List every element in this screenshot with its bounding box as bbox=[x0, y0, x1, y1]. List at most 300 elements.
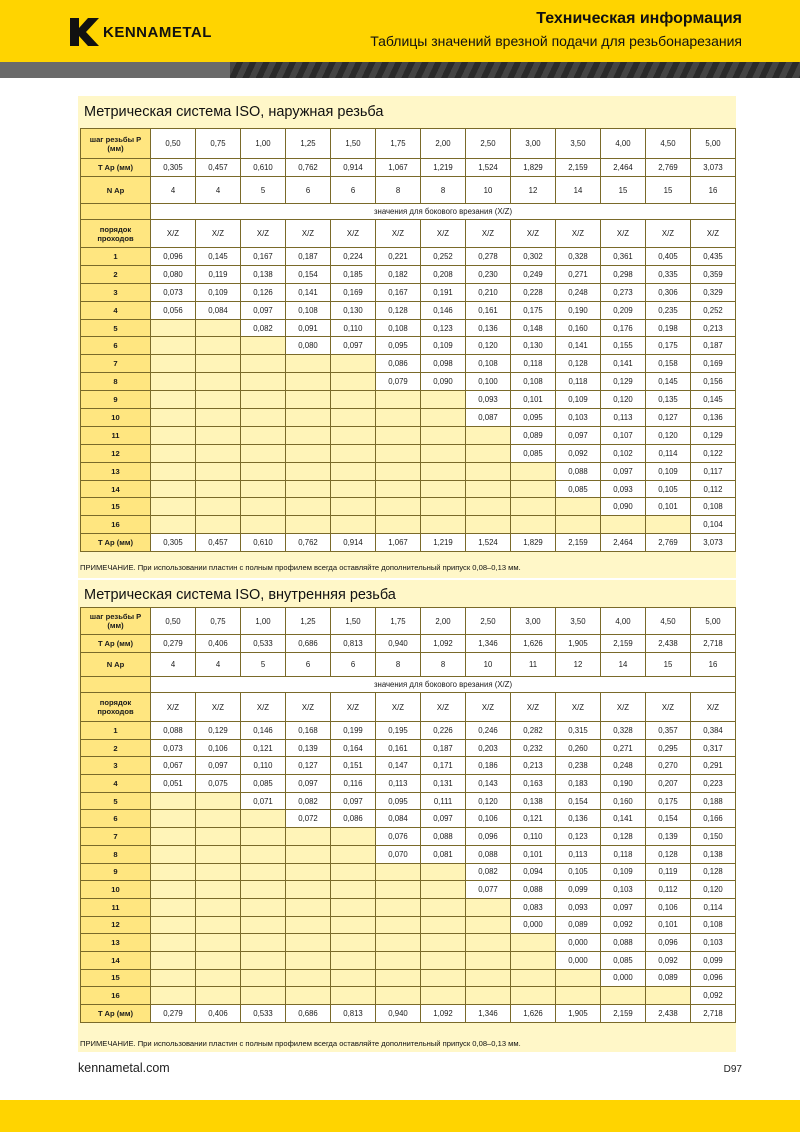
pass-number: 5 bbox=[81, 319, 151, 337]
xz-value: 0,252 bbox=[691, 301, 736, 319]
pass-number: 5 bbox=[81, 792, 151, 810]
xz-value: 0,092 bbox=[691, 987, 736, 1005]
tap-value: 0,279 bbox=[151, 635, 196, 653]
xz-value: 0,139 bbox=[286, 739, 331, 757]
tap-value: 2,718 bbox=[691, 635, 736, 653]
empty-cell bbox=[421, 426, 466, 444]
empty-cell bbox=[151, 480, 196, 498]
empty-cell bbox=[196, 898, 241, 916]
xz-value: 0,129 bbox=[196, 722, 241, 740]
pass-row bbox=[81, 319, 736, 337]
empty-cell bbox=[376, 516, 421, 534]
empty-cell bbox=[331, 480, 376, 498]
pitch-value: 3,00 bbox=[511, 608, 556, 635]
xz-value: 0,079 bbox=[376, 373, 421, 391]
empty-cell bbox=[421, 462, 466, 480]
nap-value: 6 bbox=[331, 177, 376, 204]
pass-number: 1 bbox=[81, 248, 151, 266]
xz-value: 0,146 bbox=[241, 722, 286, 740]
xz-value: 0,188 bbox=[691, 792, 736, 810]
tap-value: 1,626 bbox=[511, 635, 556, 653]
empty-cell bbox=[421, 444, 466, 462]
empty-cell bbox=[241, 426, 286, 444]
nap-row bbox=[81, 653, 736, 677]
nap-value: 15 bbox=[646, 653, 691, 677]
xz-value: 0,252 bbox=[421, 248, 466, 266]
xz-value: 0,185 bbox=[331, 265, 376, 283]
xz-value: 0,113 bbox=[601, 409, 646, 427]
order-label: порядок проходов bbox=[81, 693, 151, 722]
empty-cell bbox=[196, 319, 241, 337]
empty-cell bbox=[241, 337, 286, 355]
pass-row bbox=[81, 462, 736, 480]
pass-number: 13 bbox=[81, 934, 151, 952]
xz-value: 0,317 bbox=[691, 739, 736, 757]
pitch-value: 1,00 bbox=[241, 129, 286, 159]
empty-cell bbox=[331, 828, 376, 846]
empty-cell bbox=[151, 828, 196, 846]
tap-value: 1,067 bbox=[376, 159, 421, 177]
empty-cell bbox=[331, 898, 376, 916]
xz-value: 0,175 bbox=[511, 301, 556, 319]
xz-value: 0,270 bbox=[646, 757, 691, 775]
empty-cell bbox=[241, 951, 286, 969]
xz-value: 0,120 bbox=[466, 792, 511, 810]
tap-value: 1,346 bbox=[466, 635, 511, 653]
xz-value: 0,101 bbox=[511, 391, 556, 409]
xz-value: 0,091 bbox=[286, 319, 331, 337]
page-title: Техническая информация bbox=[536, 10, 742, 27]
xz-value: 0,097 bbox=[286, 775, 331, 793]
xz-value: 0,084 bbox=[196, 301, 241, 319]
pitch-value: 4,00 bbox=[601, 129, 646, 159]
order-label: порядок проходов bbox=[81, 220, 151, 248]
xz-value: 0,051 bbox=[151, 775, 196, 793]
xz-value: 0,097 bbox=[601, 898, 646, 916]
empty-cell bbox=[151, 337, 196, 355]
pitch-value: 1,75 bbox=[376, 608, 421, 635]
xz-value: 0,105 bbox=[556, 863, 601, 881]
empty-cell bbox=[331, 498, 376, 516]
k-logo-icon bbox=[70, 18, 100, 46]
xz-value: 0,221 bbox=[376, 248, 421, 266]
xz-value: 0,089 bbox=[556, 916, 601, 934]
xz-value: 0,110 bbox=[511, 828, 556, 846]
header-stripe bbox=[0, 62, 800, 78]
empty-cell bbox=[241, 391, 286, 409]
empty-cell bbox=[196, 951, 241, 969]
xz-value: 0,081 bbox=[421, 845, 466, 863]
tap-total-value: 0,406 bbox=[196, 1005, 241, 1023]
empty-cell bbox=[151, 792, 196, 810]
xz-header: X/Z bbox=[466, 220, 511, 248]
xz-value: 0,108 bbox=[466, 355, 511, 373]
tap-row bbox=[81, 159, 736, 177]
empty-cell bbox=[151, 881, 196, 899]
pitch-row bbox=[81, 608, 736, 635]
empty-cell bbox=[421, 916, 466, 934]
nap-value: 14 bbox=[556, 177, 601, 204]
tap-total-value: 1,626 bbox=[511, 1005, 556, 1023]
empty-cell bbox=[196, 462, 241, 480]
xz-value: 0,119 bbox=[196, 265, 241, 283]
empty-cell bbox=[196, 881, 241, 899]
xz-value: 0,248 bbox=[601, 757, 646, 775]
tap-total-value: 2,718 bbox=[691, 1005, 736, 1023]
nap-value: 12 bbox=[556, 653, 601, 677]
xz-value: 0,000 bbox=[556, 951, 601, 969]
xz-value: 0,128 bbox=[601, 828, 646, 846]
page-header bbox=[0, 0, 800, 62]
xz-value: 0,088 bbox=[511, 881, 556, 899]
xz-value: 0,128 bbox=[691, 863, 736, 881]
empty-cell bbox=[286, 898, 331, 916]
empty-cell bbox=[376, 409, 421, 427]
pitch-value: 1,25 bbox=[286, 129, 331, 159]
xz-header: X/Z bbox=[691, 220, 736, 248]
empty-cell bbox=[151, 373, 196, 391]
xz-value: 0,359 bbox=[691, 265, 736, 283]
pitch-value: 0,75 bbox=[196, 608, 241, 635]
xz-header: X/Z bbox=[511, 693, 556, 722]
empty-cell bbox=[241, 373, 286, 391]
empty-cell bbox=[376, 444, 421, 462]
xz-value: 0,088 bbox=[601, 934, 646, 952]
empty-cell bbox=[286, 480, 331, 498]
xz-value: 0,103 bbox=[601, 881, 646, 899]
xz-value: 0,106 bbox=[646, 898, 691, 916]
tap-value: 0,305 bbox=[151, 159, 196, 177]
empty-cell bbox=[421, 391, 466, 409]
tap-total-value: 0,762 bbox=[286, 534, 331, 552]
xz-value: 0,118 bbox=[601, 845, 646, 863]
empty-cell bbox=[151, 426, 196, 444]
empty-cell bbox=[376, 881, 421, 899]
tap-total-value: 2,159 bbox=[601, 1005, 646, 1023]
tap-total-row bbox=[81, 1005, 736, 1023]
pitch-label: шаг резьбы P (мм) bbox=[81, 129, 151, 159]
empty-cell bbox=[376, 480, 421, 498]
xz-value: 0,126 bbox=[241, 283, 286, 301]
pitch-value: 3,50 bbox=[556, 129, 601, 159]
xz-value: 0,096 bbox=[691, 969, 736, 987]
xz-value: 0,329 bbox=[691, 283, 736, 301]
xz-value: 0,131 bbox=[421, 775, 466, 793]
xz-value: 0,141 bbox=[601, 810, 646, 828]
nap-value: 16 bbox=[691, 177, 736, 204]
empty-cell bbox=[421, 480, 466, 498]
xz-value: 0,092 bbox=[646, 951, 691, 969]
xz-value: 0,089 bbox=[511, 426, 556, 444]
empty-cell bbox=[466, 426, 511, 444]
xz-value: 0,088 bbox=[466, 845, 511, 863]
xz-value: 0,328 bbox=[601, 722, 646, 740]
xz-header: X/Z bbox=[241, 220, 286, 248]
empty-cell bbox=[286, 498, 331, 516]
tap-value: 0,406 bbox=[196, 635, 241, 653]
xz-value: 0,123 bbox=[421, 319, 466, 337]
xz-header: X/Z bbox=[286, 220, 331, 248]
pitch-value: 1,75 bbox=[376, 129, 421, 159]
xz-value: 0,110 bbox=[331, 319, 376, 337]
xz-value: 0,136 bbox=[466, 319, 511, 337]
xz-value: 0,154 bbox=[556, 792, 601, 810]
xz-value: 0,071 bbox=[241, 792, 286, 810]
xz-value: 0,213 bbox=[691, 319, 736, 337]
empty-cell bbox=[376, 898, 421, 916]
empty-cell bbox=[196, 391, 241, 409]
empty-cell bbox=[286, 828, 331, 846]
xz-value: 0,435 bbox=[691, 248, 736, 266]
pass-number: 11 bbox=[81, 426, 151, 444]
xz-header: X/Z bbox=[421, 220, 466, 248]
empty-cell bbox=[151, 987, 196, 1005]
xz-value: 0,122 bbox=[691, 444, 736, 462]
empty-cell bbox=[331, 444, 376, 462]
xz-value: 0,278 bbox=[466, 248, 511, 266]
xz-value: 0,100 bbox=[466, 373, 511, 391]
nap-value: 10 bbox=[466, 653, 511, 677]
pitch-value: 3,00 bbox=[511, 129, 556, 159]
xz-value: 0,171 bbox=[421, 757, 466, 775]
pass-row bbox=[81, 444, 736, 462]
xz-value: 0,000 bbox=[556, 934, 601, 952]
xz-header: X/Z bbox=[421, 693, 466, 722]
values-caption: значения для бокового врезания (X/Z) bbox=[151, 204, 736, 220]
xz-value: 0,167 bbox=[376, 283, 421, 301]
empty-cell bbox=[241, 409, 286, 427]
nap-row bbox=[81, 177, 736, 204]
xz-value: 0,108 bbox=[511, 373, 556, 391]
pass-row bbox=[81, 987, 736, 1005]
internal-thread-table bbox=[80, 607, 736, 1023]
xz-value: 0,158 bbox=[646, 355, 691, 373]
xz-value: 0,128 bbox=[376, 301, 421, 319]
xz-value: 0,097 bbox=[601, 462, 646, 480]
empty-cell bbox=[331, 881, 376, 899]
order-row bbox=[81, 220, 736, 248]
section-title-internal: Метрическая система ISO, внутренняя резьба bbox=[84, 587, 396, 603]
pass-number: 15 bbox=[81, 498, 151, 516]
tap-total-value: 0,279 bbox=[151, 1005, 196, 1023]
nap-value: 8 bbox=[376, 653, 421, 677]
xz-value: 0,230 bbox=[466, 265, 511, 283]
xz-value: 0,271 bbox=[556, 265, 601, 283]
xz-value: 0,108 bbox=[376, 319, 421, 337]
xz-header: X/Z bbox=[196, 220, 241, 248]
tap-value: 1,219 bbox=[421, 159, 466, 177]
pitch-value: 3,50 bbox=[556, 608, 601, 635]
xz-value: 0,000 bbox=[601, 969, 646, 987]
tap-value: 3,073 bbox=[691, 159, 736, 177]
xz-value: 0,235 bbox=[646, 301, 691, 319]
empty-cell bbox=[376, 391, 421, 409]
xz-value: 0,109 bbox=[646, 462, 691, 480]
empty-cell bbox=[286, 444, 331, 462]
empty-cell bbox=[421, 881, 466, 899]
pass-row bbox=[81, 248, 736, 266]
xz-value: 0,161 bbox=[376, 739, 421, 757]
empty-cell bbox=[466, 916, 511, 934]
xz-value: 0,088 bbox=[421, 828, 466, 846]
xz-value: 0,119 bbox=[646, 863, 691, 881]
brand-name: KENNAMETAL bbox=[103, 23, 212, 41]
xz-value: 0,101 bbox=[646, 498, 691, 516]
xz-value: 0,187 bbox=[286, 248, 331, 266]
xz-value: 0,164 bbox=[331, 739, 376, 757]
empty-cell bbox=[466, 516, 511, 534]
empty-cell bbox=[196, 828, 241, 846]
xz-value: 0,097 bbox=[421, 810, 466, 828]
kennametal-logo bbox=[70, 16, 212, 48]
xz-value: 0,097 bbox=[241, 301, 286, 319]
xz-value: 0,106 bbox=[466, 810, 511, 828]
xz-value: 0,146 bbox=[421, 301, 466, 319]
tap-total-value: 1,092 bbox=[421, 1005, 466, 1023]
nap-value: 6 bbox=[286, 177, 331, 204]
pass-row bbox=[81, 934, 736, 952]
pass-row bbox=[81, 265, 736, 283]
empty-cell bbox=[241, 498, 286, 516]
empty-cell bbox=[466, 898, 511, 916]
xz-value: 0,095 bbox=[376, 337, 421, 355]
xz-value: 0,090 bbox=[421, 373, 466, 391]
pitch-value: 1,25 bbox=[286, 608, 331, 635]
nap-value: 10 bbox=[466, 177, 511, 204]
pass-number: 14 bbox=[81, 951, 151, 969]
nap-value: 8 bbox=[376, 177, 421, 204]
empty-cell bbox=[196, 987, 241, 1005]
xz-value: 0,139 bbox=[646, 828, 691, 846]
nap-label: N Ap bbox=[81, 653, 151, 677]
empty-cell bbox=[331, 462, 376, 480]
xz-value: 0,056 bbox=[151, 301, 196, 319]
xz-value: 0,135 bbox=[646, 391, 691, 409]
page-number: D97 bbox=[723, 1064, 742, 1075]
xz-value: 0,108 bbox=[691, 916, 736, 934]
empty-cell bbox=[241, 444, 286, 462]
empty-cell bbox=[331, 845, 376, 863]
empty-cell bbox=[511, 480, 556, 498]
xz-value: 0,147 bbox=[376, 757, 421, 775]
xz-value: 0,097 bbox=[331, 792, 376, 810]
xz-value: 0,103 bbox=[556, 409, 601, 427]
xz-value: 0,108 bbox=[691, 498, 736, 516]
xz-value: 0,163 bbox=[511, 775, 556, 793]
xz-value: 0,190 bbox=[601, 775, 646, 793]
xz-value: 0,148 bbox=[511, 319, 556, 337]
empty-cell bbox=[286, 373, 331, 391]
xz-value: 0,095 bbox=[511, 409, 556, 427]
pass-number: 1 bbox=[81, 722, 151, 740]
nap-value: 4 bbox=[151, 177, 196, 204]
pass-row bbox=[81, 426, 736, 444]
empty-cell bbox=[556, 969, 601, 987]
empty-cell bbox=[511, 969, 556, 987]
xz-value: 0,084 bbox=[376, 810, 421, 828]
empty-cell bbox=[196, 969, 241, 987]
nap-value: 16 bbox=[691, 653, 736, 677]
tap-total-value: 0,813 bbox=[331, 1005, 376, 1023]
empty-cell bbox=[286, 845, 331, 863]
empty-cell bbox=[331, 373, 376, 391]
tap-total-label: T Ap (мм) bbox=[81, 1005, 151, 1023]
empty-cell bbox=[331, 916, 376, 934]
xz-value: 0,130 bbox=[511, 337, 556, 355]
empty-cell bbox=[196, 916, 241, 934]
footer-website[interactable]: kennametal.com bbox=[78, 1061, 170, 1075]
xz-value: 0,092 bbox=[601, 916, 646, 934]
xz-value: 0,182 bbox=[376, 265, 421, 283]
pitch-label: шаг резьбы P (мм) bbox=[81, 608, 151, 635]
xz-value: 0,154 bbox=[286, 265, 331, 283]
empty-cell bbox=[286, 881, 331, 899]
caption-spacer bbox=[81, 677, 151, 693]
empty-cell bbox=[421, 951, 466, 969]
pitch-value: 0,75 bbox=[196, 129, 241, 159]
pitch-row bbox=[81, 129, 736, 159]
pass-number: 3 bbox=[81, 757, 151, 775]
xz-value: 0,102 bbox=[601, 444, 646, 462]
tap-label: T Ap (мм) bbox=[81, 159, 151, 177]
pass-number: 13 bbox=[81, 462, 151, 480]
empty-cell bbox=[151, 319, 196, 337]
empty-cell bbox=[286, 863, 331, 881]
xz-value: 0,092 bbox=[556, 444, 601, 462]
pass-number: 8 bbox=[81, 845, 151, 863]
empty-cell bbox=[286, 987, 331, 1005]
xz-value: 0,315 bbox=[556, 722, 601, 740]
tap-value: 0,813 bbox=[331, 635, 376, 653]
pass-number: 12 bbox=[81, 444, 151, 462]
empty-cell bbox=[196, 337, 241, 355]
tap-total-value: 1,905 bbox=[556, 1005, 601, 1023]
pass-row bbox=[81, 516, 736, 534]
xz-value: 0,109 bbox=[421, 337, 466, 355]
empty-cell bbox=[241, 480, 286, 498]
empty-cell bbox=[151, 462, 196, 480]
tap-value: 0,914 bbox=[331, 159, 376, 177]
xz-value: 0,075 bbox=[196, 775, 241, 793]
nap-value: 4 bbox=[151, 653, 196, 677]
xz-value: 0,246 bbox=[466, 722, 511, 740]
empty-cell bbox=[376, 462, 421, 480]
empty-cell bbox=[511, 498, 556, 516]
pass-row bbox=[81, 498, 736, 516]
nap-value: 5 bbox=[241, 177, 286, 204]
pass-row bbox=[81, 283, 736, 301]
xz-value: 0,120 bbox=[466, 337, 511, 355]
xz-value: 0,160 bbox=[601, 792, 646, 810]
section-title-external: Метрическая система ISO, наружная резьба bbox=[84, 104, 384, 120]
empty-cell bbox=[421, 863, 466, 881]
xz-value: 0,168 bbox=[286, 722, 331, 740]
tap-total-row bbox=[81, 534, 736, 552]
xz-value: 0,110 bbox=[241, 757, 286, 775]
xz-value: 0,249 bbox=[511, 265, 556, 283]
empty-cell bbox=[511, 987, 556, 1005]
empty-cell bbox=[331, 863, 376, 881]
xz-value: 0,128 bbox=[556, 355, 601, 373]
xz-value: 0,112 bbox=[691, 480, 736, 498]
nap-value: 4 bbox=[196, 653, 241, 677]
xz-value: 0,121 bbox=[241, 739, 286, 757]
empty-cell bbox=[151, 916, 196, 934]
empty-cell bbox=[196, 934, 241, 952]
xz-value: 0,151 bbox=[331, 757, 376, 775]
tap-total-value: 1,524 bbox=[466, 534, 511, 552]
xz-value: 0,335 bbox=[646, 265, 691, 283]
